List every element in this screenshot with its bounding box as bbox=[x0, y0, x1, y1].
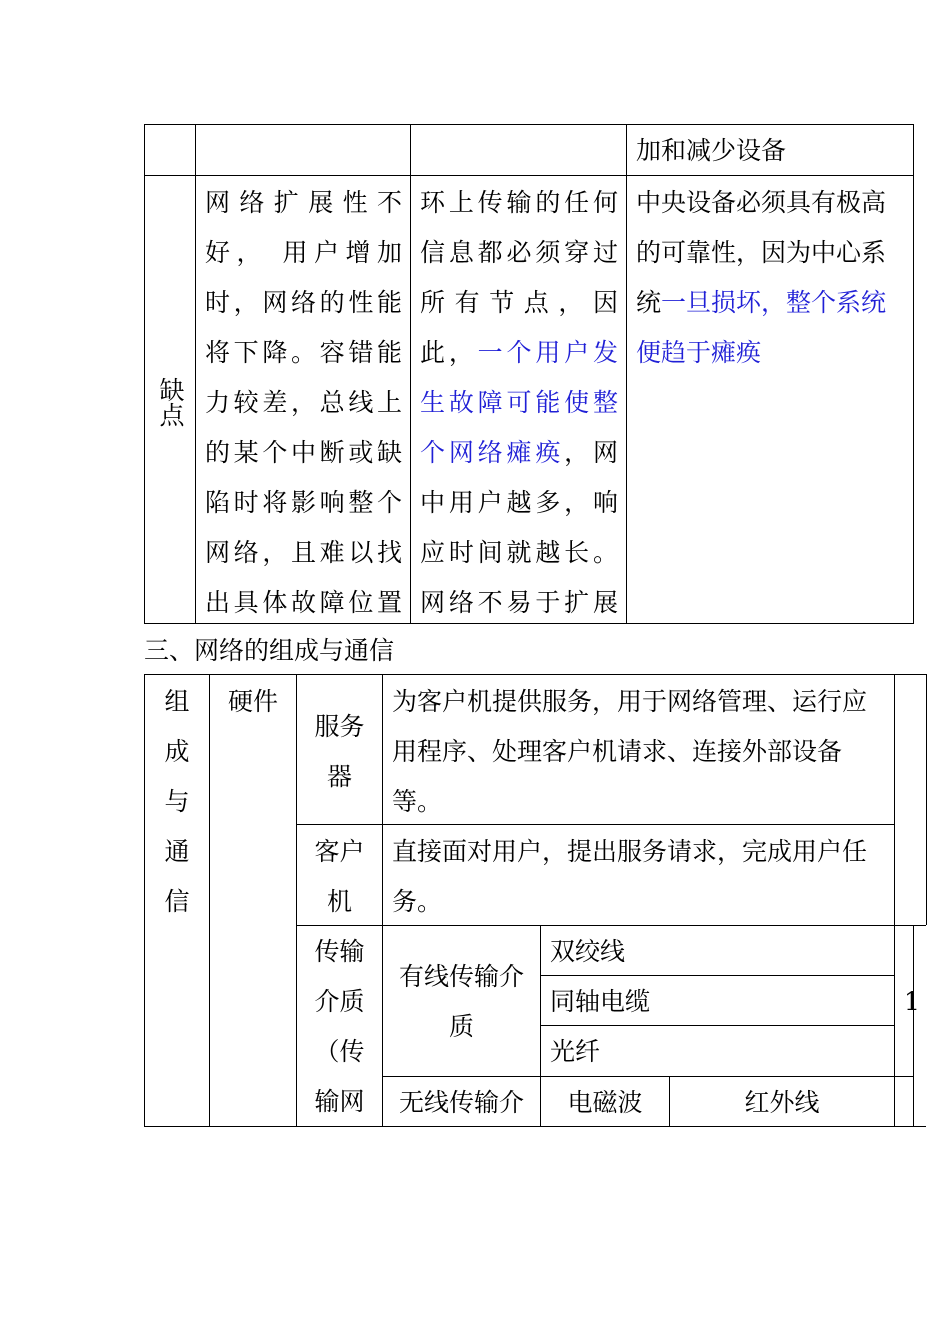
page-number: 1 bbox=[904, 987, 920, 1016]
label-line: 客户 bbox=[314, 837, 365, 866]
text-line bbox=[636, 178, 906, 228]
text-line: 出具体故障位置 bbox=[205, 588, 402, 617]
text-line bbox=[420, 428, 618, 478]
text-span: 应时间就越长。 bbox=[420, 538, 618, 567]
wired-item: 光纤 bbox=[550, 1037, 601, 1066]
text-span: 所 有 节 点 ， 因 bbox=[420, 288, 618, 317]
composition-char: 与 bbox=[164, 787, 190, 816]
text-line bbox=[636, 278, 906, 328]
row-label-disadvantage: 缺点 bbox=[156, 377, 185, 427]
composition-label bbox=[145, 677, 209, 927]
composition-char: 组 bbox=[164, 687, 190, 716]
label-line: 机 bbox=[326, 887, 352, 916]
desc-line: 用程序、处理客户机请求、连接外部设备 bbox=[392, 737, 843, 766]
text-line bbox=[420, 578, 618, 628]
label-line: 服务 bbox=[314, 712, 365, 741]
highlighted-text: 一旦损坏，整个系统 bbox=[661, 288, 887, 317]
text-span: 网络不易于扩展 bbox=[420, 588, 618, 617]
desc-line: 等。 bbox=[392, 787, 443, 816]
text-span: ，网 bbox=[564, 438, 618, 467]
text-line: 网络扩展性不 bbox=[205, 188, 402, 217]
label-line: （传 bbox=[314, 1037, 365, 1066]
text-line bbox=[636, 328, 906, 378]
label-line: 传输 bbox=[314, 937, 365, 966]
text-span: 统 bbox=[636, 288, 662, 317]
text-line: 陷时将影响整个 bbox=[205, 488, 402, 517]
highlighted-text: 生故障可能使整 bbox=[420, 388, 618, 417]
media-label bbox=[297, 927, 382, 1127]
client-label bbox=[297, 827, 382, 927]
text-span: 中央设备必须具有极高 bbox=[636, 188, 887, 217]
text-line bbox=[420, 228, 618, 278]
text-line: 时，网络的性能 bbox=[205, 288, 402, 317]
col3-text-block bbox=[420, 178, 618, 628]
text-line: 网络，且难以找 bbox=[205, 538, 402, 567]
label-line: 输网 bbox=[314, 1087, 365, 1116]
wireless-item-electromagnetic: 电磁波 bbox=[567, 1088, 643, 1117]
text-span: 此， bbox=[420, 338, 478, 367]
server-description bbox=[392, 677, 888, 827]
server-label bbox=[297, 702, 382, 802]
composition-char: 信 bbox=[164, 887, 190, 916]
text-span: 信息都必须穿过 bbox=[420, 238, 618, 267]
text-line bbox=[420, 328, 618, 378]
composition-char: 成 bbox=[164, 737, 190, 766]
text-span: 的可靠性，因为中心系 bbox=[636, 238, 887, 267]
wired-media-label bbox=[383, 952, 540, 1052]
section-heading: 三、网络的组成与通信 bbox=[144, 636, 395, 665]
text-span: 中用户越多，响 bbox=[420, 488, 618, 517]
text-span: 环上传输的任何 bbox=[420, 188, 618, 217]
wireless-media-label: 无线传输介 bbox=[398, 1088, 524, 1117]
text-line bbox=[420, 528, 618, 578]
text-line bbox=[636, 228, 906, 278]
col4-text-block bbox=[636, 178, 906, 378]
desc-line: 为客户机提供服务，用于网络管理、运行应 bbox=[392, 687, 868, 716]
text-line: 好， 用户增加 bbox=[205, 238, 402, 267]
label-line: 质 bbox=[448, 1012, 474, 1041]
wireless-item-infrared: 红外线 bbox=[744, 1088, 820, 1117]
desc-line: 直接面对用户，提出服务请求，完成用户任 bbox=[392, 837, 868, 866]
client-description bbox=[392, 827, 888, 927]
text-line bbox=[420, 278, 618, 328]
text-line bbox=[420, 478, 618, 528]
highlighted-text: 便趋于瘫痪 bbox=[636, 338, 762, 367]
col2-text-block bbox=[205, 178, 402, 628]
composition-char: 通 bbox=[164, 837, 190, 866]
label-line: 有线传输介 bbox=[398, 962, 524, 991]
label-line: 器 bbox=[326, 762, 352, 791]
desc-line: 务。 bbox=[392, 887, 443, 916]
top-row-col4-text: 加和减少设备 bbox=[636, 136, 787, 165]
text-line bbox=[420, 378, 618, 428]
text-line: 的某个中断或缺 bbox=[205, 438, 402, 467]
wired-item: 双绞线 bbox=[550, 937, 626, 966]
text-line: 将下降。容错能 bbox=[205, 338, 402, 367]
label-line: 介质 bbox=[314, 987, 365, 1016]
hardware-label: 硬件 bbox=[227, 687, 278, 716]
text-line bbox=[420, 178, 618, 228]
text-line: 力较差，总线上 bbox=[205, 388, 402, 417]
wired-item: 同轴电缆 bbox=[550, 987, 651, 1016]
highlighted-text: 一个用户发 bbox=[477, 338, 618, 367]
highlighted-text: 个网络瘫痪 bbox=[420, 438, 565, 467]
